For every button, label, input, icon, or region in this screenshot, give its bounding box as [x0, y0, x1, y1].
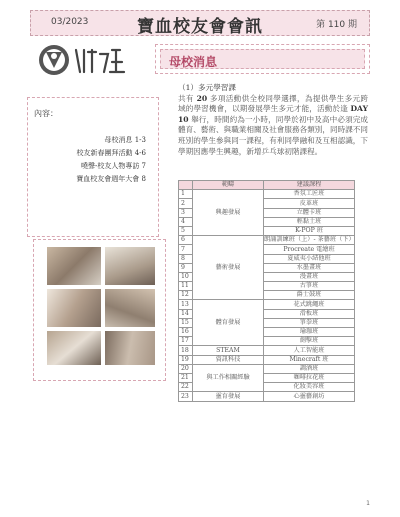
table-row: 19 資訊科技 Minecraft 班	[179, 355, 355, 364]
table-row: 15 箏拳班	[179, 318, 355, 327]
course-table	[178, 180, 355, 402]
toc-list	[76, 134, 146, 186]
column-header	[179, 181, 193, 190]
category-cell: STEAM	[193, 346, 264, 355]
table-row: 18 STEAM 人工智能班	[179, 346, 355, 355]
table-row: 13 體育發展 花式跳繩班	[179, 300, 355, 309]
table-row: 12 爵士鼓班	[179, 291, 355, 300]
table-row: 1 興趣發展 香氛工匠班	[179, 190, 355, 199]
category-cell: 藝術發展	[193, 236, 264, 300]
table-row: 23 靈育發展 心靈藝創坊	[179, 392, 355, 401]
article-paragraph: 共有 20 多項活動供全校同學選擇，為提供學生多元跨域的學習機會，以期發展學生多元才能，活動於逢 DAY 10 舉行，時間約為一小時，同學於初中及高中必須完成體育、藝術、與職業相關及社會服務各類別，同時課不同班別的學生參與同一課程，有利同學融和及互相認識，下學期因應學生興趣，新增乒乓球初階課程。	[178, 93, 369, 156]
table-row: 10 漫畫班	[179, 272, 355, 281]
category-cell: 興趣發展	[193, 190, 264, 236]
toc-label: 內容：	[34, 109, 58, 118]
activity-photo	[104, 288, 156, 328]
toc-item[interactable]: 寶血校友會週年大會 8	[76, 175, 146, 183]
photo-collage-frame	[33, 239, 166, 381]
table-row: 16 瑜珈班	[179, 328, 355, 337]
category-cell: 與工作相關經驗	[193, 364, 264, 392]
toc-item[interactable]: 校友新春團拜活動 4-6	[76, 149, 146, 157]
article-body	[178, 83, 368, 157]
activity-photo	[46, 330, 102, 366]
activity-photo	[104, 246, 156, 286]
table-row: 4 輕黏土班	[179, 217, 355, 226]
school-crest-icon	[36, 42, 132, 78]
newsletter-header	[30, 10, 370, 36]
table-row: 7 Procreate 電繪班	[179, 245, 355, 254]
table-of-contents	[27, 97, 159, 237]
table-row: 21 咖啡拉花班	[179, 373, 355, 382]
activity-photo	[46, 246, 102, 286]
table-row: 14 滑板班	[179, 309, 355, 318]
activity-photo	[104, 330, 156, 366]
activity-photo	[46, 288, 102, 328]
category-cell: 資訊科技	[193, 355, 264, 364]
table-row: 2 皮革班	[179, 199, 355, 208]
category-cell: 體育發展	[193, 300, 264, 346]
table-row: 3 立體卡班	[179, 208, 355, 217]
table-row: 6 藝術發展 朗誦訓練班（上）- 茶藝班（下）	[179, 236, 355, 245]
issue-date: 03/2023	[51, 17, 89, 27]
table-row: 8 夏威夷小結他班	[179, 254, 355, 263]
table-row: 9 水墨畫班	[179, 263, 355, 272]
table-row: 20 與工作相關經驗 調酒班	[179, 364, 355, 373]
photo-collage	[46, 246, 156, 366]
page-number: 1	[366, 500, 370, 507]
section-header-box	[155, 44, 370, 74]
table-row: 11 古箏班	[179, 282, 355, 291]
section-title: 母校消息	[169, 55, 218, 69]
column-header: 範疇	[193, 181, 264, 190]
category-cell: 靈育發展	[193, 392, 264, 401]
toc-item[interactable]: 母校消息 1-3	[104, 136, 146, 144]
section-header-band	[160, 49, 365, 69]
newsletter-title: 寶血校友會會訊	[137, 17, 263, 37]
table-row: 5 K-POP 班	[179, 226, 355, 235]
column-header: 建議課程	[264, 181, 355, 190]
toc-item[interactable]: 嘵聲-校友人物專訪 7	[80, 162, 146, 170]
table-row: 17 劍擊班	[179, 337, 355, 346]
issue-number: 第 110 期	[316, 20, 357, 30]
article-heading: （1）多元學習課	[178, 83, 236, 92]
school-logo	[36, 42, 132, 78]
table-header-row	[179, 181, 355, 190]
table-row: 22 化妝美容班	[179, 383, 355, 392]
